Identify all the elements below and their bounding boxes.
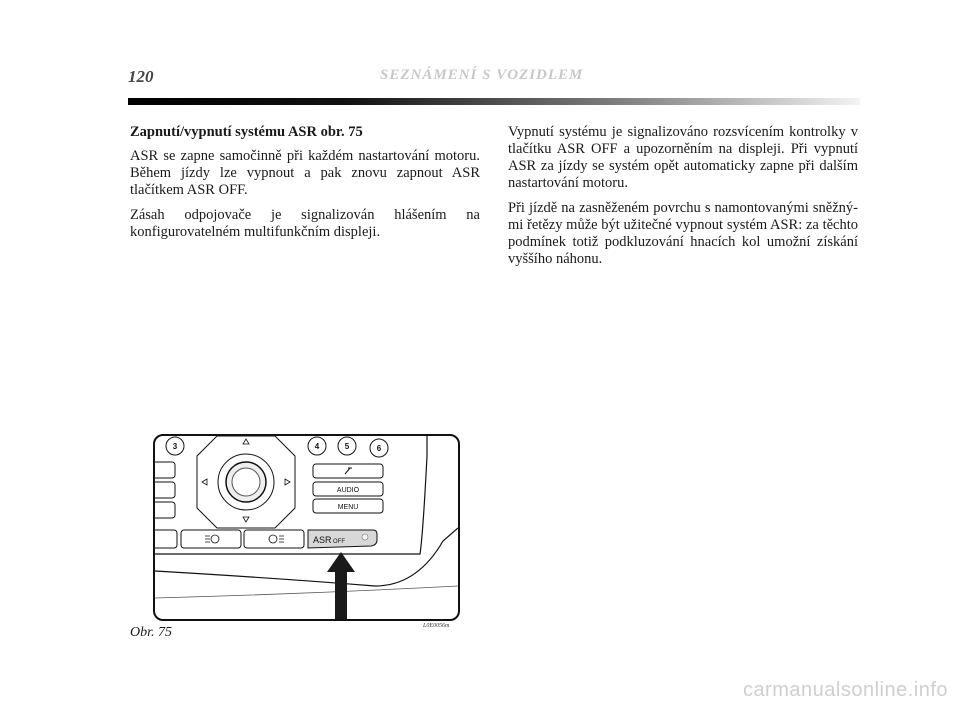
fog-light-switch-rear bbox=[244, 530, 304, 548]
figure-caption: Obr. 75 bbox=[130, 625, 173, 640]
figure-75 bbox=[153, 434, 460, 621]
section-heading: Zapnutí/vypnutí systému ASR obr. 75 bbox=[130, 124, 363, 140]
left-column bbox=[130, 124, 480, 249]
right-column bbox=[508, 124, 858, 276]
preset-6-label: 6 bbox=[376, 444, 382, 453]
left-side-button bbox=[155, 502, 175, 518]
left-paragraph-1: ASR se zapne samočinně při každém nastartování motoru. Během jízdy lze vypnout a pak znovu zapnout ASR tlačítkem ASR OFF. bbox=[130, 148, 480, 198]
preset-3-label: 3 bbox=[172, 442, 178, 451]
running-head: SEZNÁMENÍ S VOZIDLEM bbox=[380, 67, 584, 83]
figure-code: L0E0056m bbox=[423, 623, 450, 629]
rotary-knob-center bbox=[232, 468, 260, 496]
asr-off-button-label-off: OFF bbox=[333, 539, 345, 545]
asr-off-button-label-asr: ASR bbox=[313, 535, 332, 545]
pointing-arrow bbox=[327, 552, 355, 619]
asr-indicator-lamp bbox=[362, 534, 368, 540]
menu-button-label: MENU bbox=[337, 504, 359, 511]
left-side-button bbox=[155, 462, 175, 478]
preset-4-label: 4 bbox=[314, 442, 320, 451]
console-lower-curve-2 bbox=[155, 586, 458, 598]
left-side-button bbox=[155, 482, 175, 498]
right-paragraph-2: Při jízdě na zasněženém povrchu s namontovanými sněžnými řetězy může být užitečné vypnout systém ASR: za těchto podmínek totiž podkluzování hnacích kol umožní získání vyššího náhonu. bbox=[508, 200, 858, 267]
preset-5-label: 5 bbox=[344, 442, 350, 451]
watermark: carmanualsonline.info bbox=[742, 679, 948, 701]
header-rule bbox=[128, 98, 860, 105]
page-number: 120 bbox=[128, 67, 154, 86]
left-paragraph-2: Zásah odpojovače je signalizován hlášením na konfigurovatelném multifunkčním displeji. bbox=[130, 207, 480, 240]
audio-button-label: AUDIO bbox=[336, 487, 360, 494]
right-paragraph-1: Vypnutí systému je signalizováno rozsvícením kontrolky v tlačítku ASR OFF a upozorněním na displeji. Při vypnutí ASR za jízdy se systém opět automaticky zapne při dalším nastartování motoru. bbox=[508, 124, 858, 191]
switch-blank bbox=[155, 530, 177, 548]
dashboard-illustration bbox=[155, 436, 458, 619]
